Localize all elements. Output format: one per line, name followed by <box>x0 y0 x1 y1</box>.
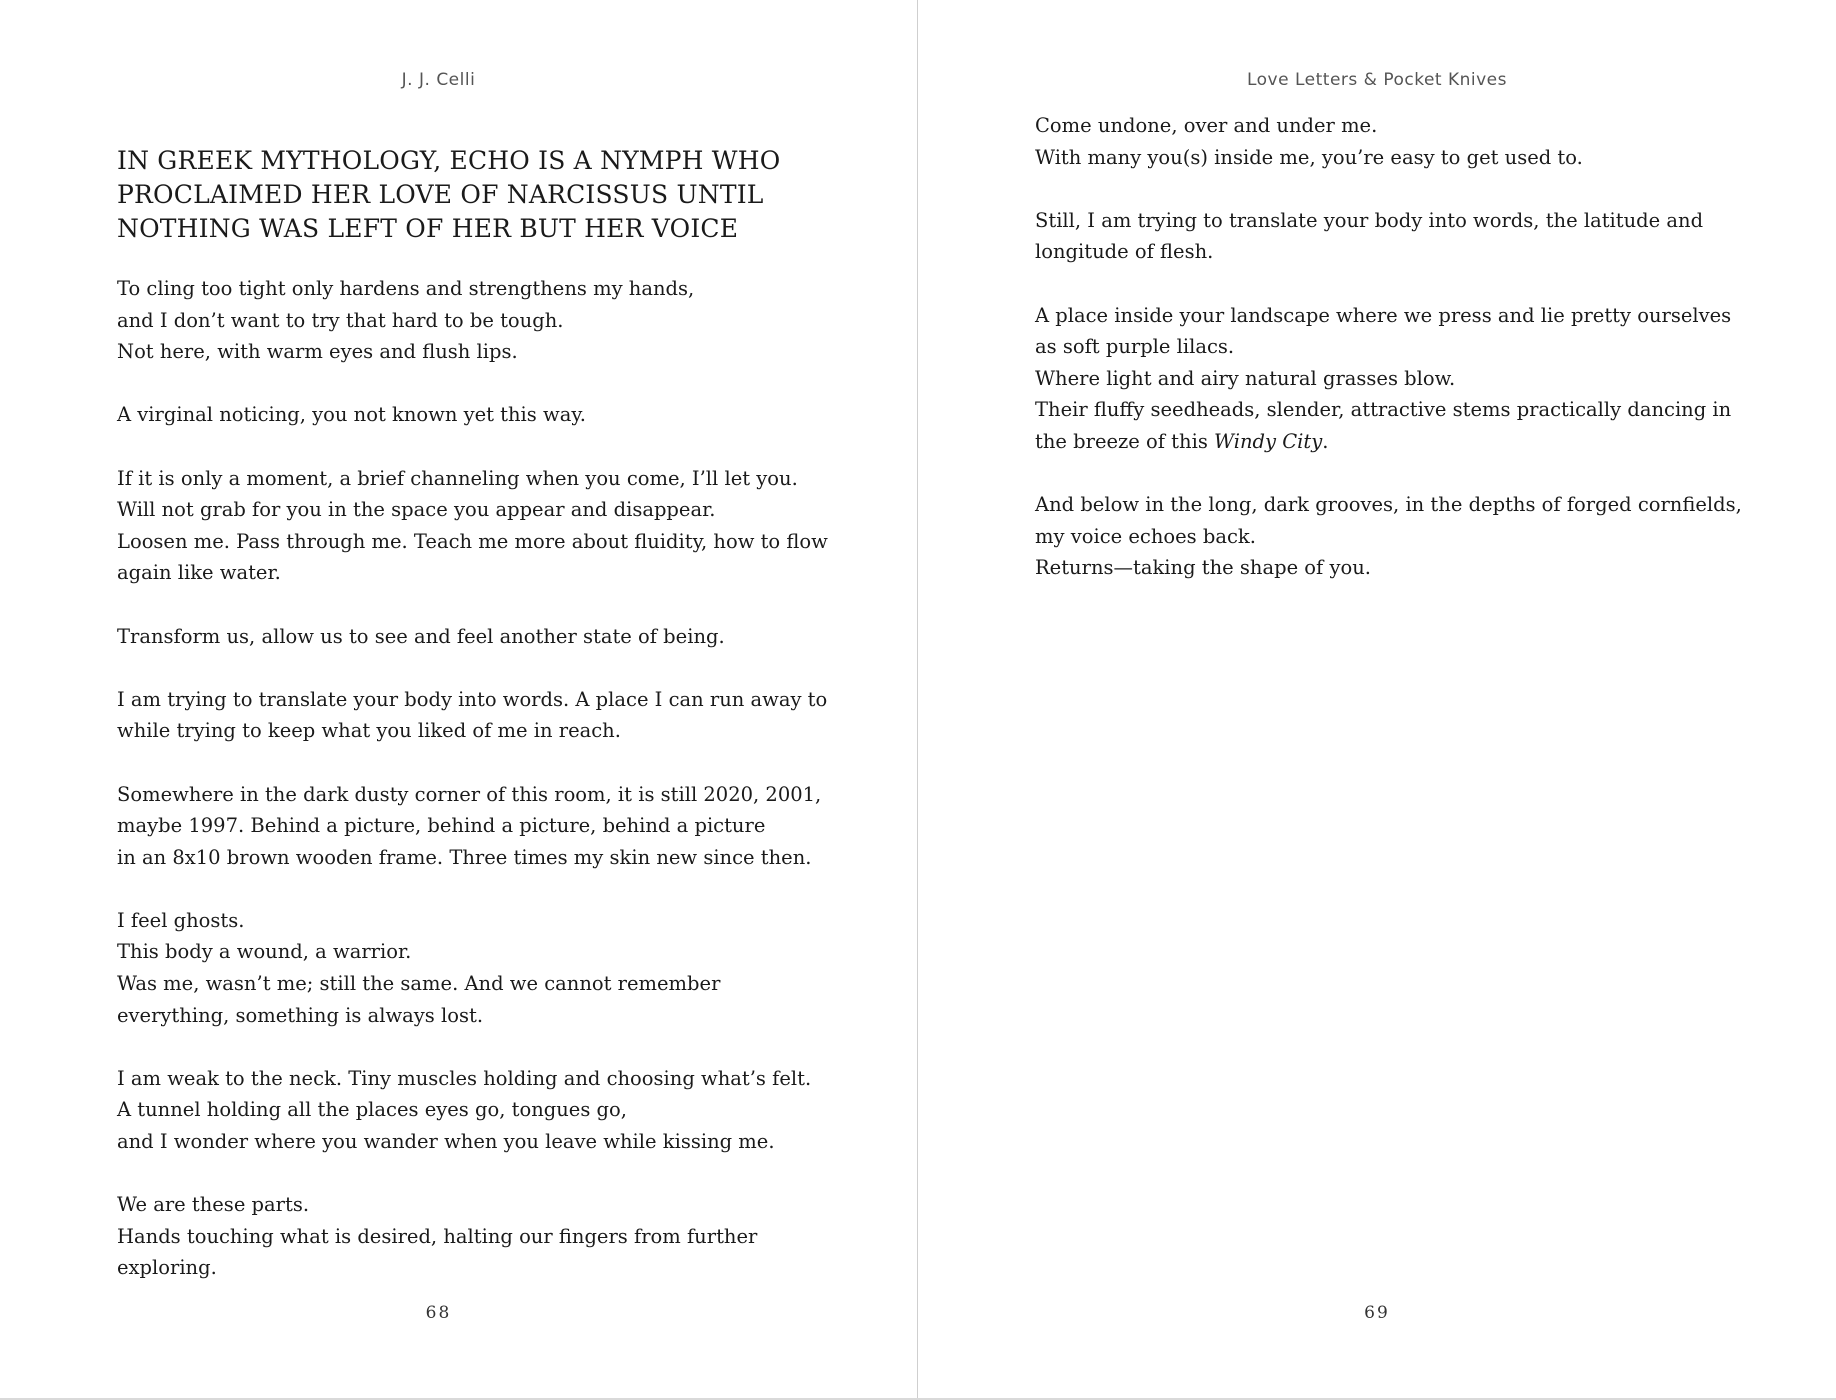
stanza <box>1035 489 1755 584</box>
breeze-suffix: . <box>1322 429 1329 453</box>
poem-line: Still, I am trying to translate your body into words, the latitude and <box>1035 208 1704 232</box>
poem-line: while trying to keep what you liked of me in reach. <box>117 719 621 743</box>
poem-line: If it is only a moment, a brief channeling when you come, I’ll let you. <box>117 466 798 490</box>
poem-line: Will not grab for you in the space you appear and disappear. <box>117 498 716 522</box>
poem-line: longitude of flesh. <box>1035 240 1214 264</box>
poem-line: and I don’t want to try that hard to be tough. <box>117 308 564 332</box>
poem-line: We are these parts. <box>117 1193 310 1217</box>
poem-line: I am weak to the neck. Tiny muscles holding and choosing what’s felt. <box>117 1066 812 1090</box>
poem-line: With many you(s) inside me, you’re easy to get used to. <box>1035 145 1583 169</box>
poem-body-left <box>117 273 837 1284</box>
poem-line: I feel ghosts. <box>117 908 245 932</box>
running-head-author: J. J. Celli <box>401 70 476 90</box>
stanza <box>117 273 837 368</box>
poem-line: Their fluffy seedheads, slender, attractive stems practically dancing in <box>1035 398 1732 422</box>
poem-body-right <box>1035 110 1755 584</box>
poem-line: To cling too tight only hardens and strengthens my hands, <box>117 277 695 300</box>
poem-line: And below in the long, dark grooves, in the depths of forged cornfields, <box>1035 493 1742 517</box>
poem-line: exploring. <box>117 1256 217 1280</box>
poem-line: Somewhere in the dark dusty corner of this room, it is still 2020, 2001, <box>117 782 822 806</box>
poem-line: A tunnel holding all the places eyes go, tongues go, <box>117 1098 627 1122</box>
stanza <box>117 1189 837 1284</box>
poem-line: Was me, wasn’t me; still the same. And we cannot remember <box>117 972 721 996</box>
poem-line: Come undone, over and under me. <box>1035 114 1378 137</box>
stanza <box>117 1063 837 1158</box>
stanza <box>117 463 837 589</box>
poem-line: I am trying to translate your body into words. A place I can run away to <box>117 687 828 711</box>
stanza <box>117 684 837 747</box>
title-line: IN GREEK MYTHOLOGY, ECHO IS A NYMPH WHO <box>117 146 781 175</box>
poem-line: Not here, with warm eyes and flush lips. <box>117 340 518 364</box>
stanza <box>1035 205 1755 268</box>
stanza <box>117 621 837 653</box>
poem-line: A place inside your landscape where we press and lie pretty ourselves <box>1035 303 1732 327</box>
poem-line: Returns—taking the shape of you. <box>1035 556 1371 580</box>
title-line: NOTHING WAS LEFT OF HER BUT HER VOICE <box>117 214 739 243</box>
left-page <box>0 0 917 1400</box>
poem-line-breeze <box>1035 426 1755 458</box>
poem-line: Transform us, allow us to see and feel another state of being. <box>117 624 725 648</box>
poem-line: Hands touching what is desired, halting our fingers from further <box>117 1224 758 1248</box>
poem-line: in an 8x10 brown wooden frame. Three times my skin new since then. <box>117 845 812 869</box>
breeze-prefix: the breeze of this <box>1035 429 1215 453</box>
stanza <box>1035 110 1755 173</box>
poem-line: as soft purple lilacs. <box>1035 335 1235 359</box>
stanza <box>1035 300 1755 458</box>
poem-line: everything, something is always lost. <box>117 1003 484 1027</box>
chapter-title <box>117 144 837 246</box>
poem-line: This body a wound, a warrior. <box>117 940 412 964</box>
poem-line: A virginal noticing, you not known yet this way. <box>117 403 586 427</box>
poem-line: again like water. <box>117 561 281 585</box>
poem-line: Loosen me. Pass through me. Teach me more about fluidity, how to flow <box>117 529 828 553</box>
stanza <box>117 779 837 874</box>
right-page <box>918 0 1836 1400</box>
poem-line: Where light and airy natural grasses blow. <box>1035 366 1456 390</box>
poem-line: maybe 1997. Behind a picture, behind a picture, behind a picture <box>117 814 766 838</box>
poem-line: and I wonder where you wander when you leave while kissing me. <box>117 1130 775 1154</box>
stanza <box>117 399 837 431</box>
poem-line: my voice echoes back. <box>1035 524 1256 548</box>
page-number: 69 <box>1364 1303 1390 1323</box>
page-number: 68 <box>425 1303 452 1323</box>
windy-city-italic: Windy City <box>1214 429 1323 453</box>
stanza <box>117 905 837 1031</box>
title-line: PROCLAIMED HER LOVE OF NARCISSUS UNTIL <box>117 180 764 209</box>
running-head-book-title: Love Letters & Pocket Knives <box>1246 70 1507 90</box>
